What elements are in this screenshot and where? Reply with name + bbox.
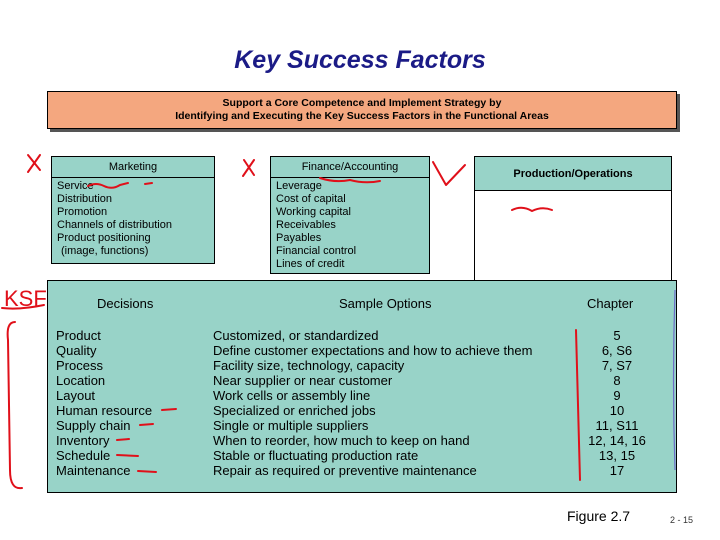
- marketing-item: Product positioning: [57, 232, 151, 244]
- finance-item: Lines of credit: [276, 258, 345, 270]
- table-row-decision: Process: [56, 358, 103, 373]
- marketing-item: Promotion: [57, 206, 108, 218]
- table-row-chapter: 7, S7: [601, 358, 633, 373]
- table-row-chapter: 6, S6: [601, 343, 633, 358]
- x-mark-finance: [243, 160, 254, 176]
- squiggle-production: [512, 208, 552, 211]
- chapter-column: [572, 328, 662, 478]
- ksf-bracket: [8, 322, 22, 488]
- table-row-chapter: 5: [613, 328, 621, 343]
- check-mark-production: [433, 162, 465, 185]
- production-heading: Production/Operations: [513, 168, 633, 180]
- decisions-column: [56, 328, 152, 478]
- production-box: [474, 156, 672, 191]
- slide-title: Key Success Factors: [234, 46, 486, 74]
- finance-heading: Finance/Accounting: [271, 157, 429, 178]
- marketing-heading: Marketing: [52, 157, 214, 178]
- table-row-decision: Maintenance: [56, 463, 131, 478]
- table-row-option: Stable or fluctuating production rate: [213, 448, 419, 463]
- table-row-chapter: 12, 14, 16: [588, 433, 646, 448]
- table-row-decision: Location: [56, 373, 106, 388]
- table-row-decision: Product: [56, 328, 101, 343]
- strategy-banner: [47, 91, 677, 129]
- table-row-option: When to reorder, how much to keep on hand: [213, 433, 470, 448]
- marketing-item: Channels of distribution: [57, 219, 172, 231]
- table-row-decision: Inventory: [56, 433, 110, 448]
- finance-box: [270, 156, 430, 274]
- finance-item: Cost of capital: [276, 193, 346, 205]
- table-row-chapter: 13, 15: [598, 448, 636, 463]
- marketing-item: (image, functions): [61, 245, 149, 257]
- table-row-decision: Supply chain: [56, 418, 131, 433]
- production-connector-right: [671, 190, 672, 281]
- banner-line-2: Identifying and Executing the Key Success Factors in the Functional Areas: [175, 110, 549, 122]
- ksf-underline: [2, 305, 44, 309]
- marketing-items: [52, 178, 214, 258]
- table-row-option: Work cells or assembly line: [213, 388, 371, 403]
- table-row-option: Repair as required or preventive maintenance: [213, 463, 477, 478]
- table-row-option: Define customer expectations and how to achieve them: [213, 343, 533, 358]
- marketing-item: Service: [57, 180, 94, 192]
- marketing-box: [51, 156, 215, 264]
- table-row-decision: Schedule: [56, 448, 111, 463]
- finance-item: Working capital: [276, 206, 351, 218]
- table-row-option: Customized, or standardized: [213, 328, 379, 343]
- finance-item: Payables: [276, 232, 322, 244]
- table-row-option: Facility size, technology, capacity: [213, 358, 405, 373]
- table-row-decision: Layout: [56, 388, 96, 403]
- finance-items: [271, 178, 429, 271]
- banner-line-1: Support a Core Competence and Implement Strategy by: [222, 97, 502, 109]
- page-number: 2 - 15: [670, 515, 694, 525]
- chapter-header: Chapter: [587, 296, 634, 311]
- table-row-chapter: 11, S11: [595, 418, 639, 433]
- finance-item: Receivables: [276, 219, 336, 231]
- figure-label: Figure 2.7: [567, 508, 631, 524]
- table-row-chapter: 10: [609, 403, 625, 418]
- table-row-chapter: 17: [609, 463, 625, 478]
- marketing-item: Distribution: [57, 193, 113, 205]
- finance-item: Financial control: [276, 245, 357, 257]
- table-row-decision: Quality: [56, 343, 97, 358]
- decisions-table: [47, 280, 677, 493]
- table-row-chapter: 8: [613, 373, 621, 388]
- table-row-chapter: 9: [613, 388, 621, 403]
- table-row-decision: Human resource: [56, 403, 153, 418]
- table-row-option: Specialized or enriched jobs: [213, 403, 376, 418]
- finance-item: Leverage: [276, 180, 322, 192]
- decisions-header: Decisions: [97, 296, 154, 311]
- ksf-label: KSF: [4, 286, 47, 311]
- table-row-option: Single or multiple suppliers: [213, 418, 369, 433]
- production-connector-left: [474, 190, 475, 281]
- options-header: Sample Options: [339, 296, 432, 311]
- table-row-option: Near supplier or near customer: [213, 373, 393, 388]
- options-column: [213, 328, 532, 478]
- x-mark-marketing: [28, 155, 40, 172]
